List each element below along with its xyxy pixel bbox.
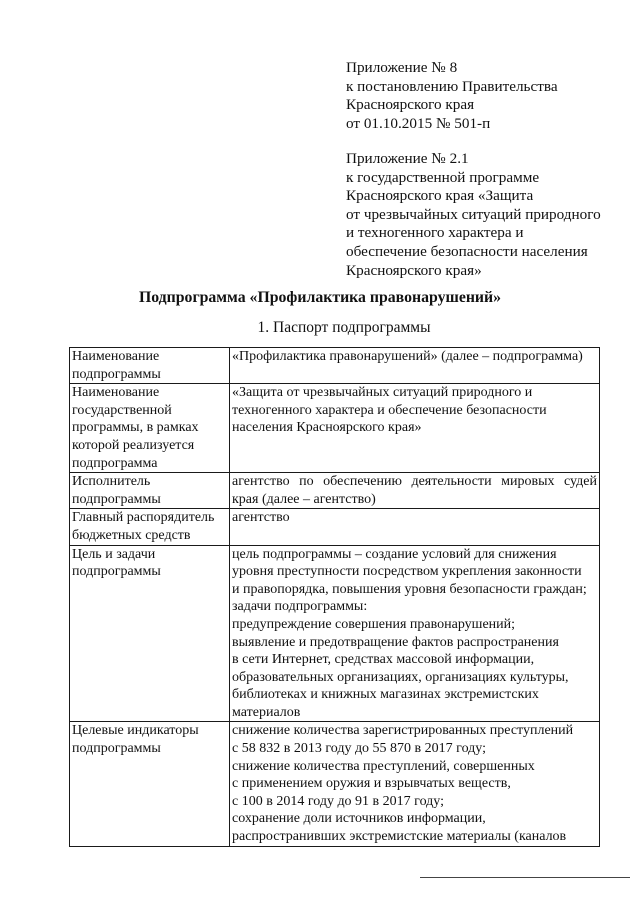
page-bottom-rule (420, 877, 630, 878)
cell-line: Наименование (72, 349, 160, 364)
cell-line: уровня преступности посредством укрепления законности (232, 564, 582, 580)
cell-line: программы, в рамках (72, 420, 199, 436)
row-label-cell (70, 509, 230, 545)
table-row (70, 722, 600, 846)
cell-line: распространивших экстремистские материалы (каналов (232, 829, 567, 845)
cell-line: которой реализуется (72, 437, 195, 453)
row-label-cell (70, 473, 230, 509)
appendix-line: и техногенного характера и (346, 224, 524, 242)
appendix-8-header (346, 59, 558, 133)
appendix-line: от 01.10.2015 № 501-п (346, 114, 491, 132)
appendix-line: к постановлению Правительства (346, 77, 558, 95)
cell-line: края (далее – агентство) (232, 491, 376, 507)
cell-line: подпрограммы (72, 366, 161, 382)
row-value-cell (230, 384, 600, 473)
row-label-cell (70, 722, 230, 846)
cell-line: «Защита от чрезвычайных ситуаций природного и (232, 385, 533, 401)
cell-line: подпрограммы (72, 564, 161, 580)
appendix-line: Приложение № 2.1 (346, 150, 469, 167)
cell-line: Наименование (72, 385, 160, 401)
cell-line: подпрограммы (72, 741, 161, 757)
appendix-line: к государственной программе (346, 168, 540, 186)
cell-line: с 100 в 2014 году до 91 в 2017 году; (232, 793, 444, 809)
passport-table (69, 347, 600, 847)
table-row (70, 348, 600, 384)
cell-line: сохранение доли источников информации, (232, 811, 486, 827)
cell-line: государственной (72, 402, 172, 418)
cell-line: населения Красноярского края» (232, 420, 422, 436)
row-value-cell (230, 473, 600, 509)
table-row (70, 473, 600, 509)
cell-line: материалов (232, 704, 301, 720)
cell-line: и правопорядка, повышения уровня безопасности граждан; (232, 581, 587, 597)
passport-title: 1. Паспорт подпрограммы (257, 319, 431, 336)
row-label-cell (70, 348, 230, 384)
cell-line: цель подпрограммы – создание условий для снижения (232, 546, 557, 562)
row-label-cell (70, 384, 230, 473)
cell-line: задачи подпрограммы: (232, 599, 368, 615)
appendix-line: от чрезвычайных ситуаций природного (346, 205, 601, 223)
cell-line: с 58 832 в 2013 году до 55 870 в 2017 году; (232, 741, 486, 757)
cell-line: Целевые индикаторы (72, 723, 199, 739)
row-value-cell (230, 722, 600, 846)
cell-line: в сети Интернет, средствах массовой информации, (232, 652, 535, 668)
table-row (70, 384, 600, 473)
cell-line: подпрограммы (72, 491, 161, 507)
subprogram-title: Подпрограмма «Профилактика правонарушений» (138, 289, 502, 306)
cell-line: «Профилактика правонарушений» (далее – подпрограмма) (232, 349, 583, 364)
row-value-cell (230, 348, 600, 384)
cell-line: агентство по обеспечению деятельности мировых судей (232, 474, 597, 490)
appendix-line: Красноярского края (346, 96, 475, 114)
cell-line: с применением оружия и взрывчатых веществ, (232, 776, 511, 792)
table-row (70, 545, 600, 722)
row-value-cell (230, 509, 600, 545)
cell-line: снижение количества преступлений, совершенных (232, 758, 535, 774)
row-label-cell (70, 545, 230, 722)
cell-line: снижение количества зарегистрированных преступлений (232, 723, 574, 739)
cell-line: агентство (232, 510, 290, 526)
cell-line: образовательных организациях, организациях культуры, (232, 669, 569, 685)
cell-line: предупреждение совершения правонарушений; (232, 616, 516, 632)
cell-line: техногенного характера и обеспечение безопасности (232, 402, 547, 418)
cell-line: бюджетных средств (72, 527, 191, 543)
row-value-cell (230, 545, 600, 722)
cell-line: выявление и предотвращение фактов распространения (232, 634, 559, 650)
cell-line: Главный распорядитель (72, 510, 215, 526)
cell-line: Исполнитель (72, 474, 151, 490)
table-row (70, 509, 600, 545)
cell-line: библиотеках и книжных магазинах экстремистских (232, 687, 539, 703)
appendix-line: обеспечение безопасности населения (346, 242, 588, 260)
appendix-line: Приложение № 8 (346, 59, 458, 76)
cell-line: подпрограмма (72, 455, 158, 471)
cell-line: Цель и задачи (72, 546, 156, 562)
appendix-line: Красноярского края «Защита (346, 187, 534, 205)
appendix-line: Красноярского края» (346, 261, 482, 279)
appendix-2-1-header (346, 150, 601, 280)
